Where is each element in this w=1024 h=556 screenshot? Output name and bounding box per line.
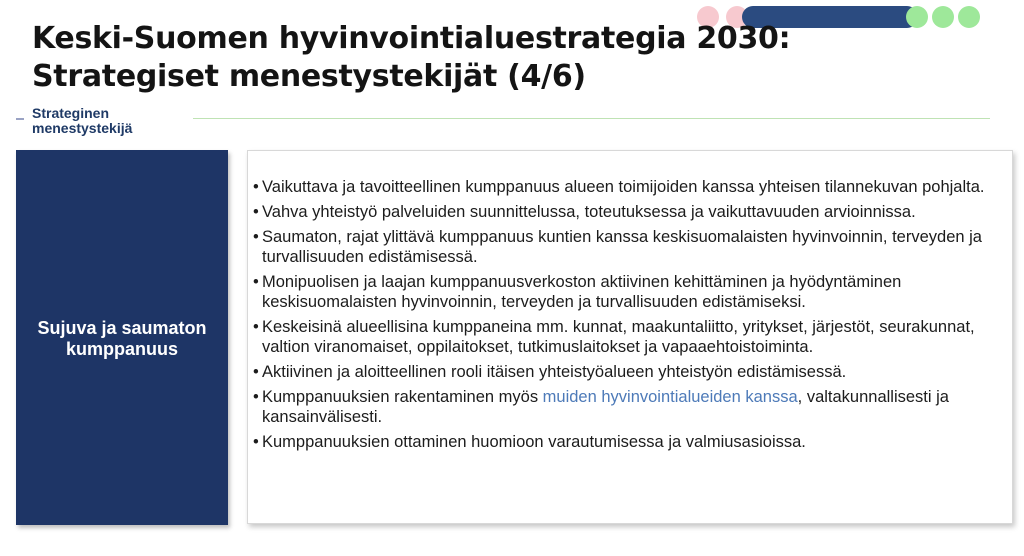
green-dot-decoration bbox=[906, 6, 928, 28]
bullet-list-panel bbox=[247, 150, 1013, 524]
success-factor-name: Sujuva ja saumaton kumppanuus bbox=[37, 317, 207, 359]
list-item: • Vahva yhteistyö palveluiden suunnittelussa, toteutuksessa ja vaikuttavuuden arvioinnissa. bbox=[253, 202, 1001, 222]
section-label bbox=[32, 106, 212, 136]
list-item: • Monipuolisen ja laajan kumppanuusverkoston aktiivinen kehittäminen ja hyödyntäminen keskisuomalaisten hyvinvoinnin, terveyden ja turvallisuuden edistämiseksi. bbox=[253, 272, 1001, 312]
slide-title-line-1: Keski-Suomen hyvinvointialuestrategia 2030: bbox=[32, 21, 791, 56]
bullet-list bbox=[253, 177, 1001, 457]
list-item: • Vaikuttava ja tavoitteellinen kumppanuus alueen toimijoiden kanssa yhteisen tilannekuvan pohjalta. bbox=[253, 177, 1001, 197]
section-dash-divider bbox=[16, 118, 24, 120]
success-factor-panel bbox=[16, 150, 228, 525]
section-label-line-2: menestystekijä bbox=[32, 120, 133, 136]
highlighted-text: muiden hyvinvointialueiden kanssa bbox=[542, 388, 798, 406]
section-label-line-1: Strateginen bbox=[32, 105, 110, 121]
list-item-text: Kumppanuuksien rakentaminen myös bbox=[262, 388, 543, 406]
list-item bbox=[253, 387, 1001, 427]
list-item: • Aktiivinen ja aloitteellinen rooli itäisen yhteistyöalueen yhteistyön edistämisessä. bbox=[253, 362, 1001, 382]
section-divider-line bbox=[193, 118, 990, 119]
list-item: • Kumppanuuksien ottaminen huomioon varautumisessa ja valmiusasioissa. bbox=[253, 432, 1001, 452]
green-dot-decoration bbox=[932, 6, 954, 28]
green-dot-decoration bbox=[958, 6, 980, 28]
slide-title bbox=[32, 20, 852, 96]
list-item: • Saumaton, rajat ylittävä kumppanuus kuntien kanssa keskisuomalaisten hyvinvoinnin, terveyden ja turvallisuuden edistämisessä. bbox=[253, 227, 1001, 267]
list-item: • Keskeisinä alueellisina kumppaneina mm. kunnat, maakuntaliitto, yritykset, järjestöt, seurakunnat, valtion viranomaiset, oppilaitokset, tutkimuslaitokset ja vapaaehtoistoiminta. bbox=[253, 317, 1001, 357]
slide-title-line-2: Strategiset menestystekijät (4/6) bbox=[32, 59, 586, 94]
list-item-text: , valtakunnallisesti ja kansainvälisesti. bbox=[262, 388, 949, 426]
